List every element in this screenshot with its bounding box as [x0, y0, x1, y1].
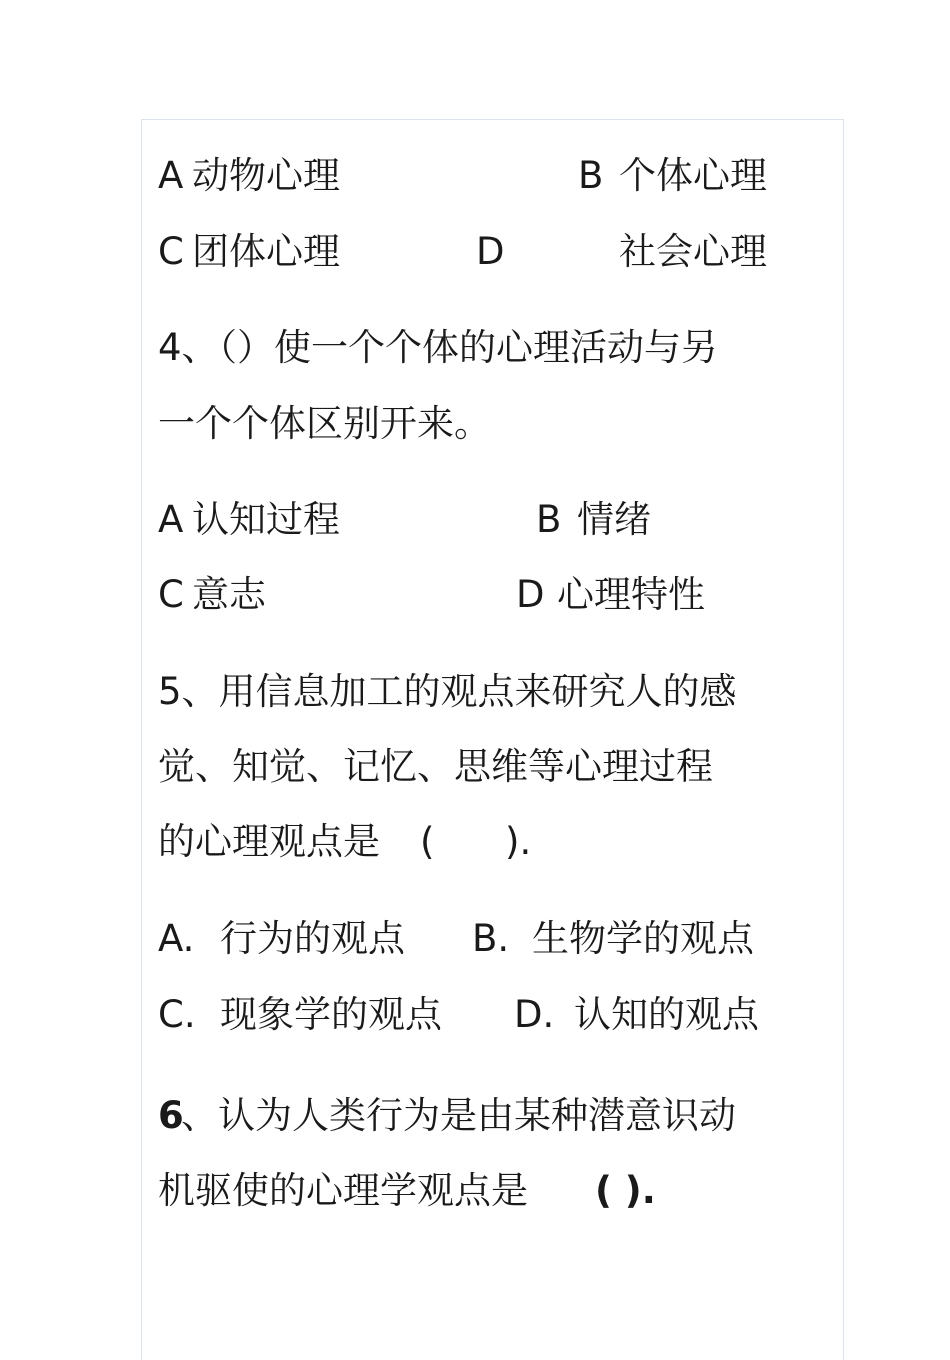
- q4-option-b-letter: B: [536, 498, 562, 541]
- q5-stem-line2: 觉、知觉、记忆、思维等心理过程: [158, 745, 713, 788]
- q5-stem-line1: 5、用信息加工的观点来研究人的感: [158, 670, 737, 713]
- q5-option-c-text: 现象学的观点: [220, 993, 442, 1036]
- q3-option-a-text: 动物心理: [192, 154, 340, 197]
- q4-stem-line2: 一个个体区别开来。: [158, 402, 491, 445]
- q6-answer-blank: ( ).: [595, 1169, 656, 1212]
- q3-option-d-text: 社会心理: [619, 230, 767, 273]
- q4-option-a-text: 认知过程: [192, 498, 340, 541]
- q4-option-c-letter: C: [158, 573, 184, 616]
- q5-option-c-letter: C.: [158, 993, 196, 1036]
- q3-option-c-text: 团体心理: [192, 230, 340, 273]
- q3-option-a-letter: A: [158, 154, 184, 197]
- q4-option-b-text: 情绪: [577, 498, 651, 541]
- q3-option-d-letter: D: [476, 230, 505, 273]
- q4-option-d-letter: D: [516, 573, 545, 616]
- q3-option-b-text: 个体心理: [619, 154, 767, 197]
- q3-option-c-letter: C: [158, 230, 184, 273]
- q4-option-c-text: 意志: [192, 573, 266, 616]
- q5-option-d-text: 认知的观点: [574, 993, 759, 1036]
- q4-option-a-letter: A: [158, 498, 184, 541]
- q5-stem-line3: 的心理观点是: [158, 820, 380, 863]
- q5-option-b-letter: B.: [472, 917, 510, 960]
- q5-option-a-text: 行为的观点: [220, 917, 405, 960]
- q6-stem-line1: 、认为人类行为是由某种潜意识动: [181, 1094, 736, 1137]
- q5-option-d-letter: D.: [514, 993, 555, 1036]
- q6-number: 6: [158, 1094, 184, 1137]
- q5-answer-blank: ( ).: [420, 820, 532, 863]
- q5-option-a-letter: A.: [158, 917, 195, 960]
- q5-option-b-text: 生物学的观点: [532, 917, 754, 960]
- q3-option-b-letter: B: [578, 154, 604, 197]
- q6-stem-line2: 机驱使的心理学观点是: [158, 1169, 528, 1212]
- q4-stem-line1: 4、（）使一个个体的心理活动与另: [158, 326, 719, 369]
- q4-option-d-text: 心理特性: [557, 573, 705, 616]
